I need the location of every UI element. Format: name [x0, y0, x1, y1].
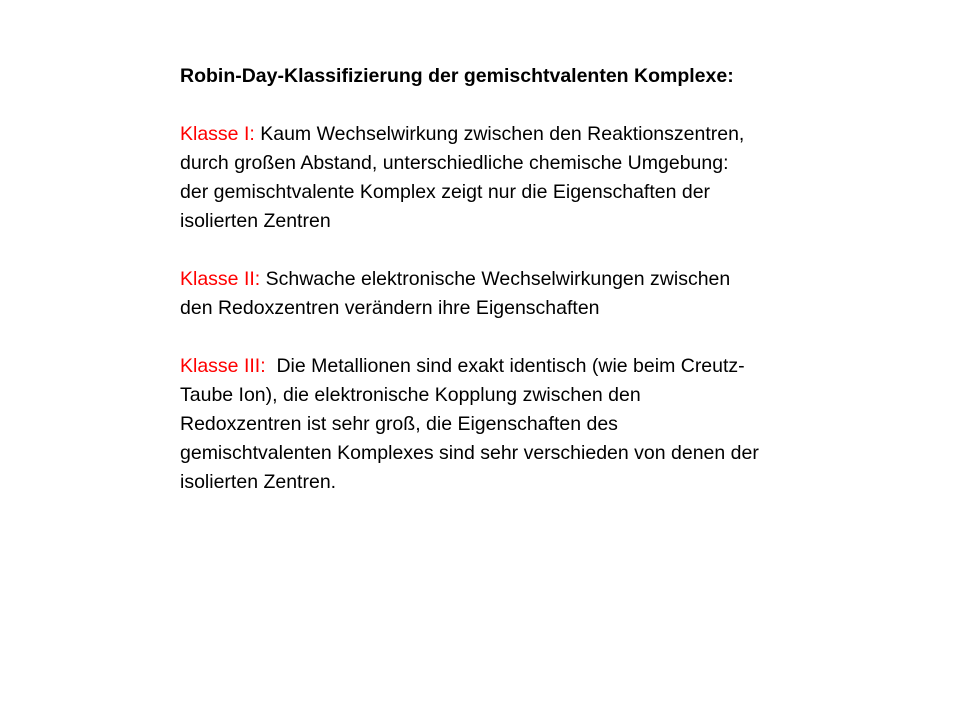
class-3-paragraph — [180, 352, 765, 497]
class-3-text: Die Metallionen sind exakt identisch (wie beim Creutz-Taube Ion), die elektronische Kopplung zwischen den Redoxzentren ist sehr groß, die Eigenschaften des gemischtvalenten Komplexes sind sehr verschieden von denen der isolierten Zentren. — [180, 355, 765, 493]
slide-title: Robin-Day-Klassifizierung der gemischtvalenten Komplexe: — [180, 65, 734, 87]
class-3-label: Klasse III: — [180, 355, 266, 377]
class-1-label: Klasse I: — [180, 123, 255, 145]
class-2-paragraph — [180, 265, 760, 323]
slide-content — [180, 62, 765, 497]
class-2-label: Klasse II: — [180, 268, 261, 290]
class-2-text: Schwache elektronische Wechselwirkungen zwischen den Redoxzentren verändern ihre Eigenschaften — [180, 268, 736, 319]
class-1-paragraph — [180, 120, 760, 236]
class-1-text: Kaum Wechselwirkung zwischen den Reaktionszentren, durch großen Abstand, unterschiedliche chemische Umgebung: der gemischtvalente Komplex zeigt nur die Eigenschaften der isolierten Zentren — [180, 123, 750, 232]
